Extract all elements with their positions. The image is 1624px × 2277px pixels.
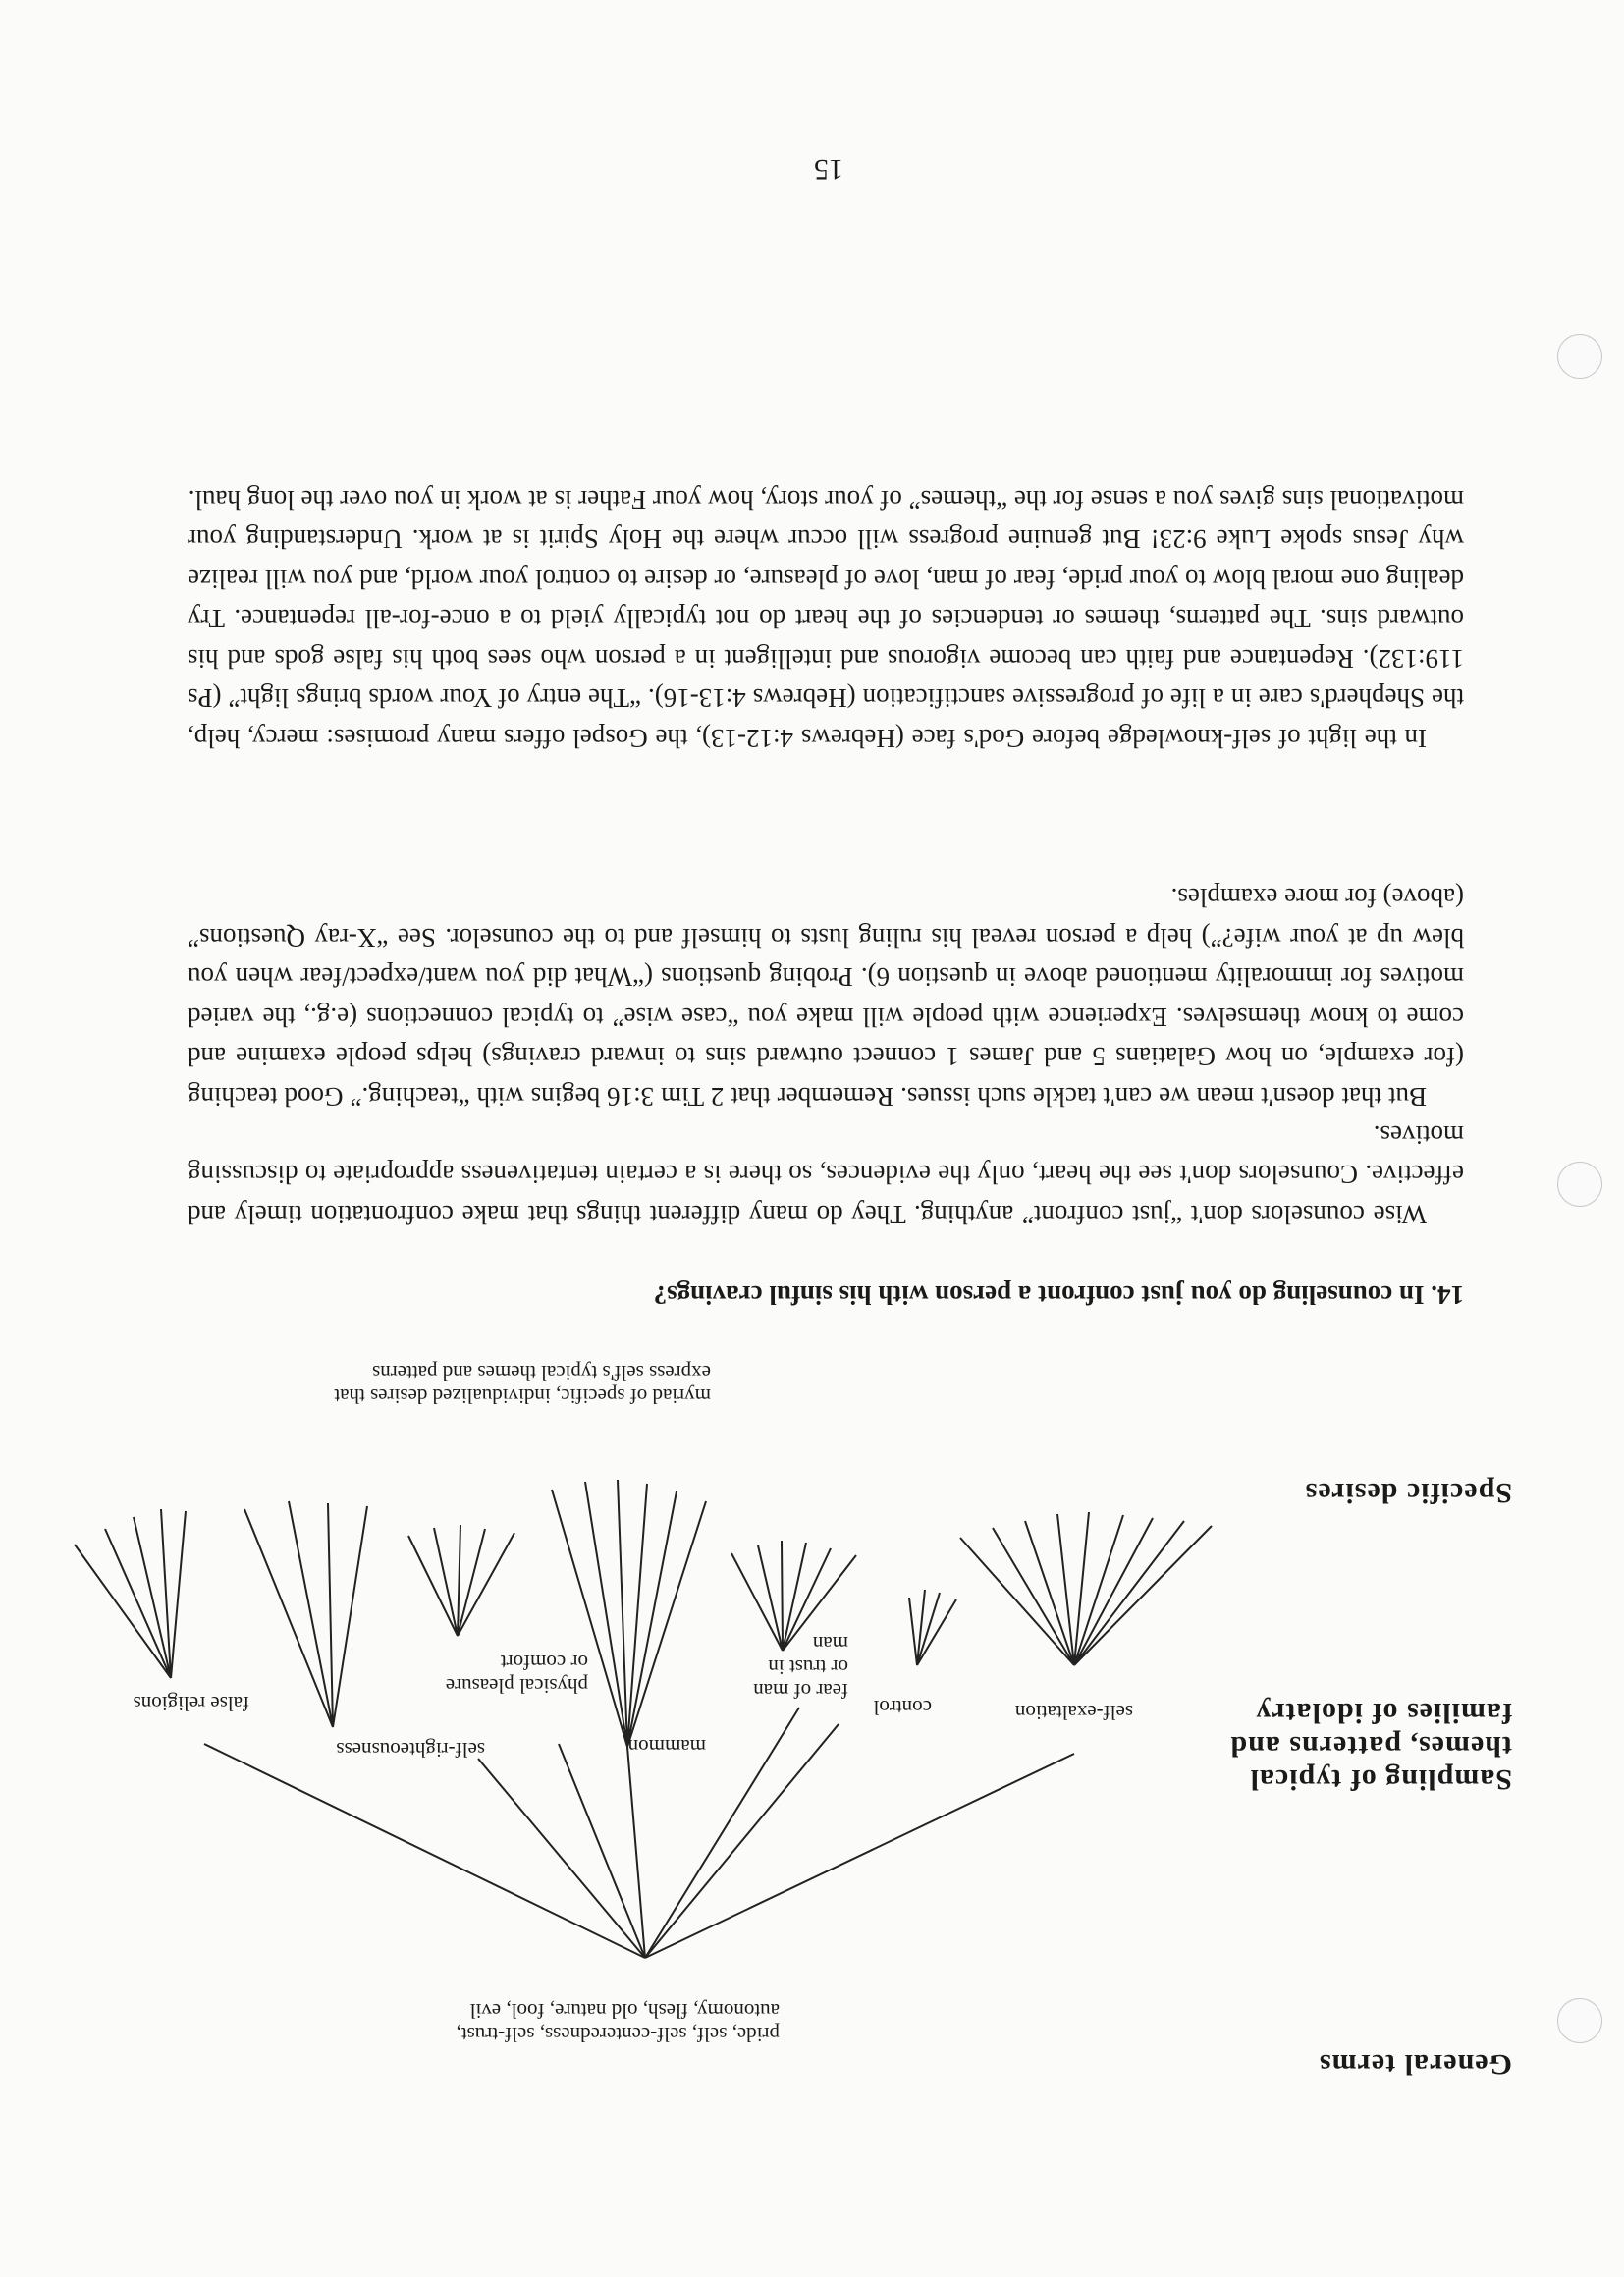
branch-false-religions	[204, 1744, 645, 1958]
branch-control	[645, 1724, 839, 1958]
fan-physical-pleasure	[408, 1525, 514, 1636]
paragraph-1: Wise counselors don't “just confront” anything. They do many different things that make confrontation timely and effective. Counselors don't see the heart, only the evidences, so there is a certain tentativeness appropriate to discussing motives.	[188, 1120, 1464, 1229]
general-terms-heading: General terms	[1318, 2048, 1512, 2081]
branch-mammon	[627, 1747, 645, 1958]
paragraph-2: But that doesn't mean we can't tackle such issues. Remember that 2 Tim 3:16 begins with “teaching.” Good teaching (for example, on how Galatians 5 and James 1 connect outward sins to inward cravings) helps people examine and come to know themselves. Experience with people will make you “case wise” to typical connections (e.g., the varied motives for immorality mentioned above in question 6). Probing questions (“What did you want/expect/fear when you blew up at your wife?”) help a person reveal his ruling lusts to himself and to the counselor. See “X-ray Questions” (above) for more examples.	[188, 883, 1464, 1111]
family-mammon: mammon	[627, 1735, 706, 1759]
branch-self-exaltation	[645, 1754, 1074, 1958]
fan-false-religions	[75, 1509, 186, 1678]
fan-self-exaltation	[960, 1512, 1212, 1665]
fan-control	[909, 1590, 956, 1665]
specific-desires-note: myriad of specific, individualized desires that express self's typical themes and patterns	[334, 1361, 711, 1408]
fan-mammon	[552, 1480, 706, 1747]
family-fear-of-man: fear of man or trust in man	[753, 1632, 848, 1703]
family-false-religions: false religions	[133, 1692, 249, 1715]
specific-desires-heading: Specific desires	[1304, 1477, 1512, 1509]
paragraph-3: In the light of self-knowledge before God's face (Hebrews 4:12-13), the Gospel offers many promises: mercy, help, the Shepherd's care in a life of progressive sanctification (Hebrews 4:13-16). “The entry of Your words brings light” (Ps 119:132). Repentance and faith can become vigorous and intelligent in a person who sees both his false gods and his outward sins. The patterns, themes or tendencies of the heart do not typically yield to a once-for-all repentance. Try dealing one moral blow to your pride, fear of man, love of pleasure, or desire to control your world, and you will realize why Jesus spoke Luke 9:23! But genuine progress will occur where the Holy Spirit is at work. Understanding your motivational sins gives you a sense for the “themes” of your story, how your Father is at work in you over the long haul.	[188, 485, 1464, 753]
branch-self-righteousness	[478, 1759, 645, 1958]
family-control: control	[873, 1696, 932, 1719]
sampling-heading: Sampling of typical themes, patterns and families of idolatry	[1229, 1697, 1512, 1796]
binder-hole-bottom	[1557, 334, 1602, 379]
family-self-righteousness: self-righteousness	[336, 1738, 485, 1762]
binder-hole-middle	[1557, 1162, 1602, 1207]
fan-self-righteousness	[244, 1501, 367, 1727]
family-self-exaltation: self-exaltation	[1014, 1701, 1133, 1724]
section-title: 14. In counseling do you just confront a person with his sinful cravings?	[653, 1280, 1464, 1310]
general-terms-list: pride, self, self-centeredness, self-trust, autonomy, flesh, old nature, fool, evil	[456, 1999, 780, 2046]
branch-physical-pleasure	[559, 1744, 645, 1958]
page-number: 15	[814, 153, 843, 186]
family-physical-pleasure: physical pleasure or comfort	[445, 1651, 588, 1698]
